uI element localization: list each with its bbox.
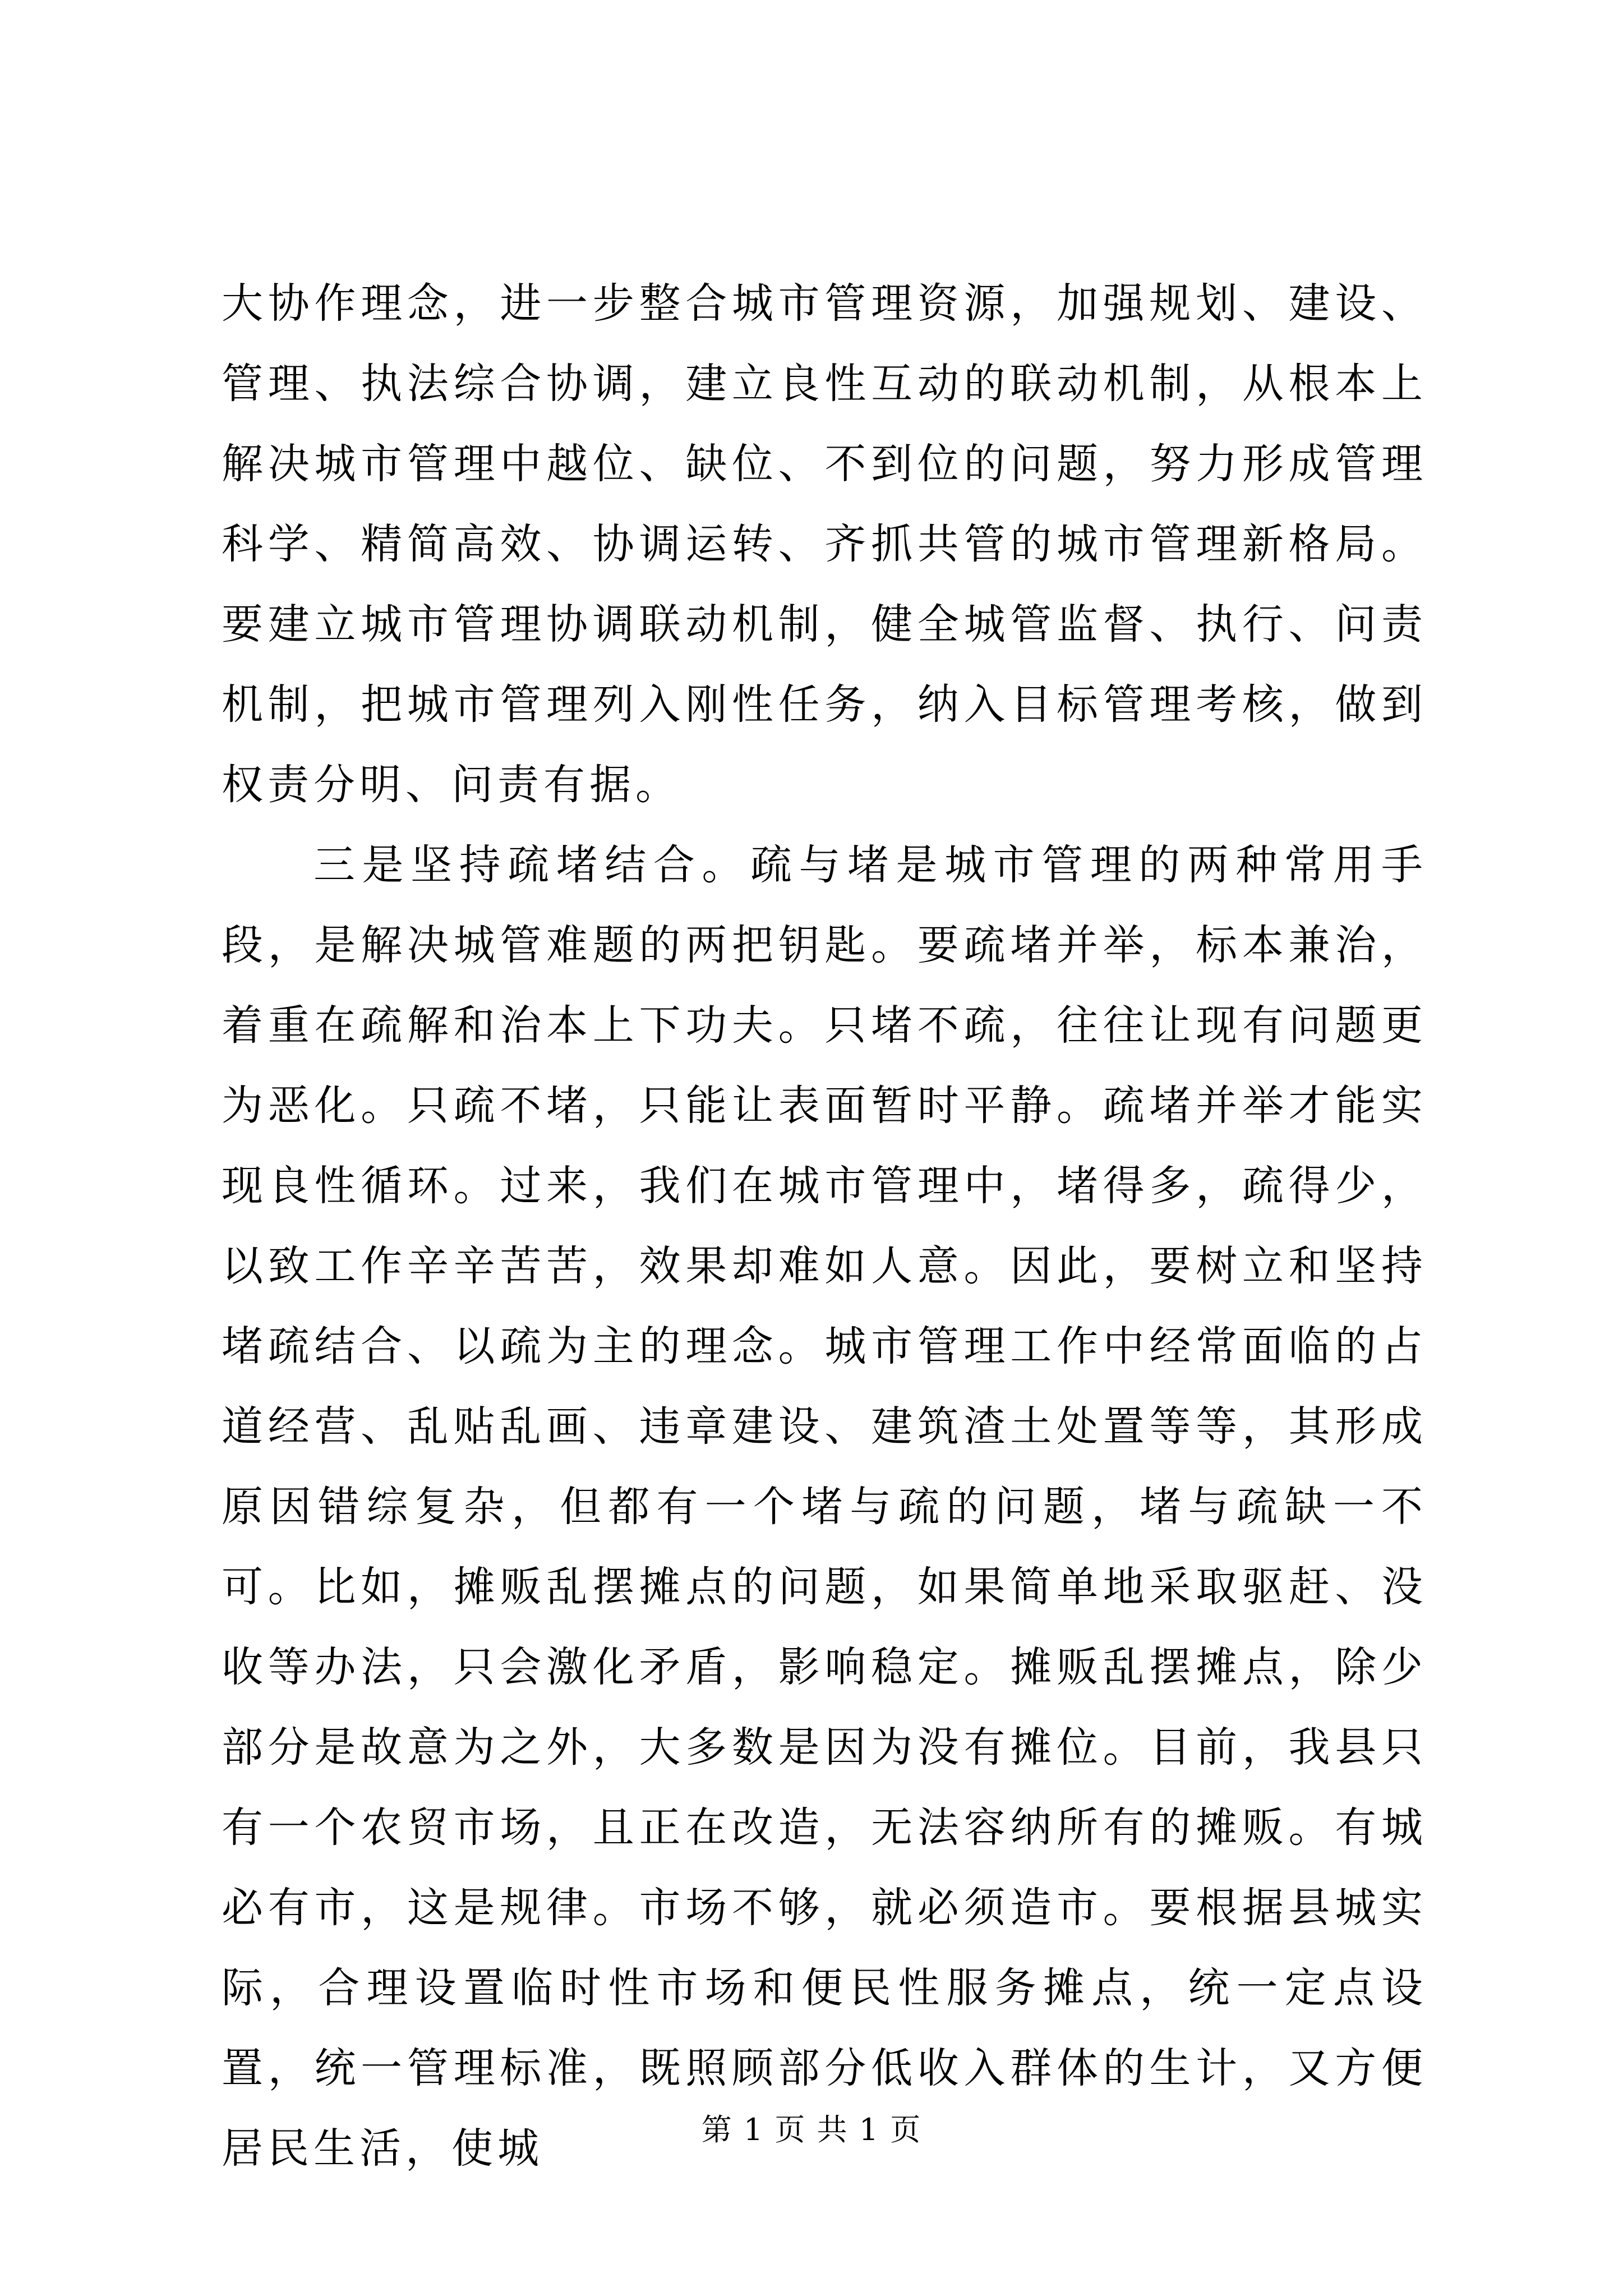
document-body [222, 264, 1427, 2189]
page-number-footer: 第 1 页 共 1 页 [701, 2112, 922, 2147]
paragraph-2: 三是坚持疏堵结合。疏与堵是城市管理的两种常用手段，是解决城管难题的两把钥匙。要疏堵并举，标本兼治，着重在疏解和治本上下功夫。只堵不疏，往往让现有问题更为恶化。只疏不堵，只能让表面暂时平静。疏堵并举才能实现良性循环。过来，我们在城市管理中，堵得多，疏得少，以致工作辛辛苦苦，效果却难如人意。因此，要树立和坚持堵疏结合、以疏为主的理念。城市管理工作中经常面临的占道经营、乱贴乱画、违章建设、建筑渣土处置等等，其形成原因错综复杂，但都有一个堵与疏的问题，堵与疏缺一不可。比如，摊贩乱摆摊点的问题，如果简单地采取驱赶、没收等办法，只会激化矛盾，影响稳定。摊贩乱摆摊点，除少部分是故意为之外，大多数是因为没有摊位。目前，我县只有一个农贸市场，且正在改造，无法容纳所有的摊贩。有城必有市，这是规律。市场不够，就必须造市。要根据县城实际，合理设置临时性市场和便民性服务摊点，统一定点设置，统一管理标准，既照顾部分低收入群体的生计，又方便居民生活，使城 [222, 841, 1427, 2173]
paragraph-1: 大协作理念，进一步整合城市管理资源，加强规划、建设、管理、执法综合协调，建立良性互动的联动机制，从根本上解决城市管理中越位、缺位、不到位的问题，努力形成管理科学、精简高效、协调运转、齐抓共管的城市管理新格局。要建立城市管理协调联动机制，健全城管监督、执行、问责机制，把城市管理列入刚性任务，纳入目标管理考核，做到权责分明、问责有据。 [222, 279, 1427, 809]
